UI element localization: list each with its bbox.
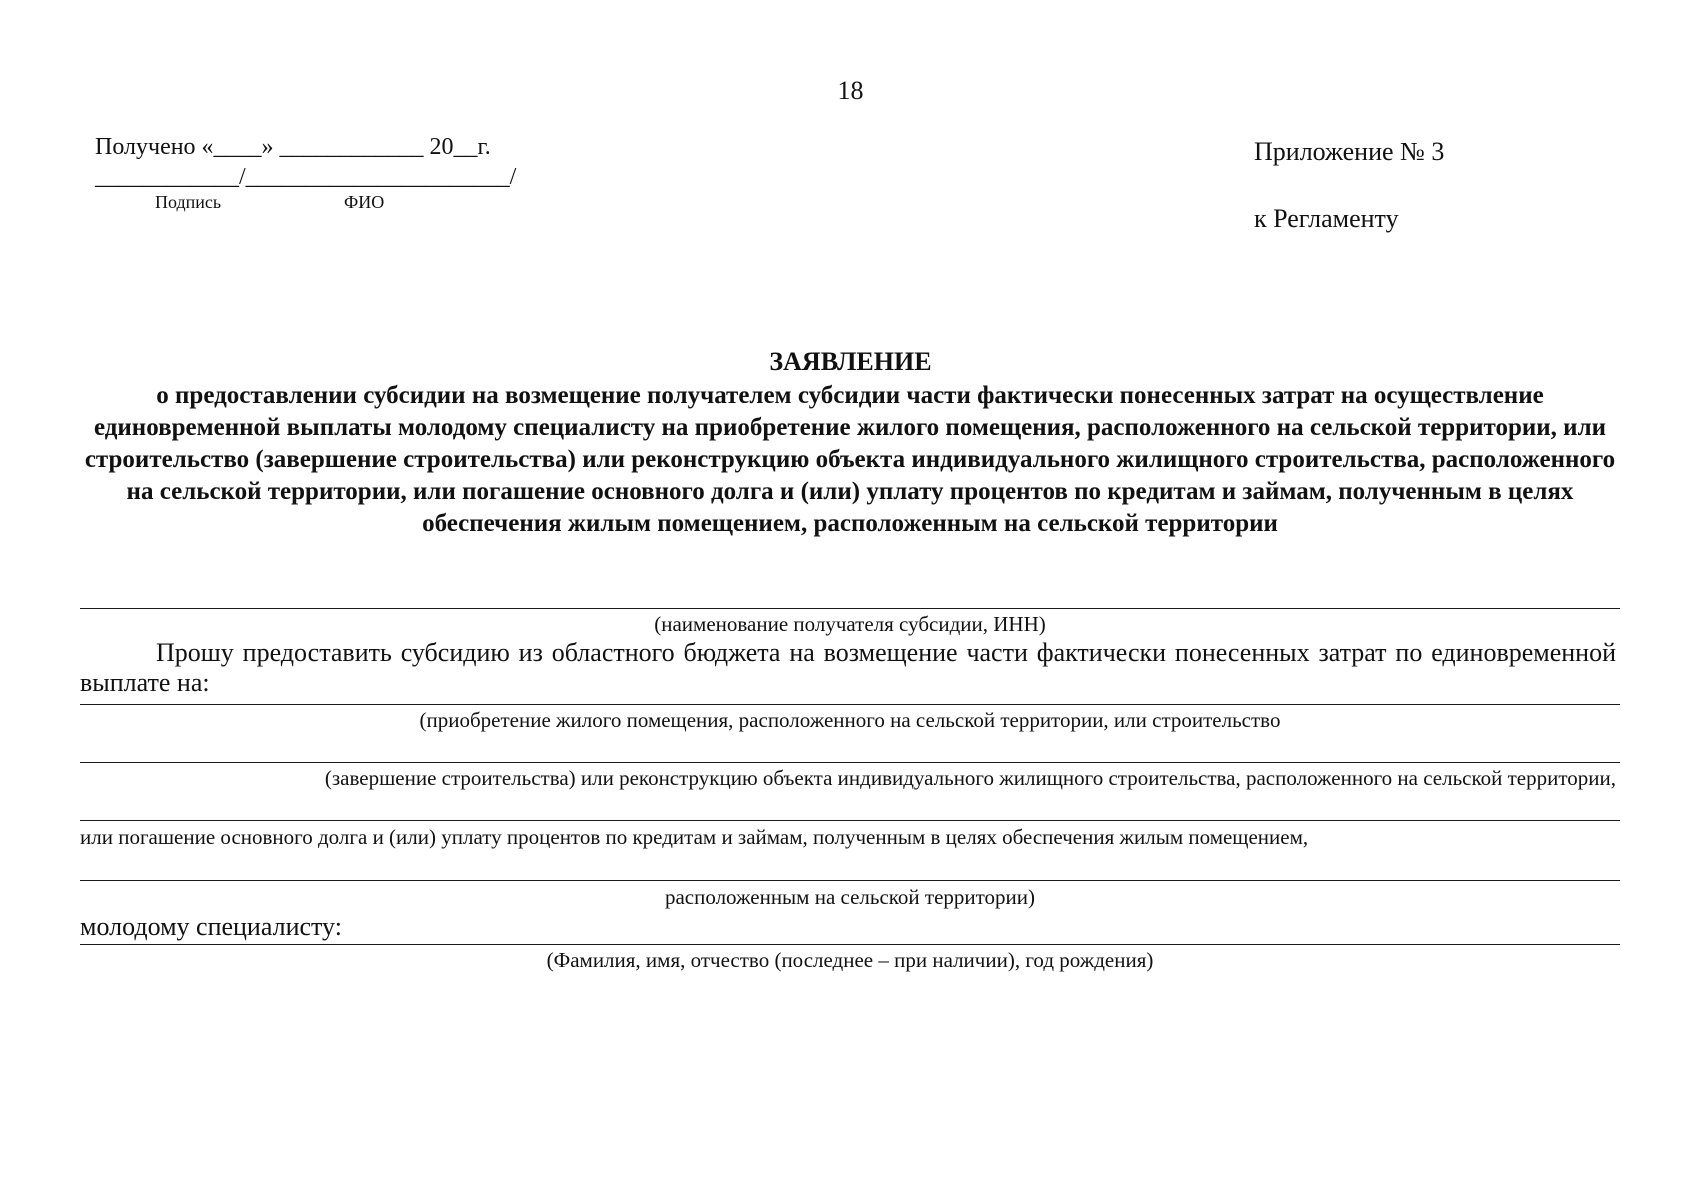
name-caption: ФИО <box>344 192 385 212</box>
signature-line: ____________/______________________/ <box>95 164 517 190</box>
request-paragraph: Прошу предоставить субсидию из областного бюджета на возмещение части фактически понесенных затрат по единовременной выплате на: <box>80 638 1616 697</box>
recipient-field-line[interactable] <box>80 608 1620 609</box>
purpose-field-line-1[interactable] <box>80 704 1620 705</box>
signature-caption: Подпись <box>155 192 222 212</box>
document-subtitle: о предоставлении субсидии на возмещение получателем субсидии части фактически понесенных затрат на осуществление единовременной выплаты молодому специалисту на приобретение жилого помещения, расположенного на сельской территории, или строительство (завершение строительства) или реконструкцию объекта индивидуального жилищного строительства, расположенного на сельской территории, или погашение основного долга и (или) уплату процентов по кредитам и займам, полученным в целях обеспечения жилым помещением, расположенным на сельской территории <box>84 382 1616 537</box>
appendix-label: Приложение № 3 <box>1254 137 1445 166</box>
purpose-caption-3: или погашение основного долга и (или) уплату процентов по кредитам и займам, полученным в целях обеспечения жилым помещением, <box>80 825 1309 849</box>
purpose-caption-2: (завершение строительства) или реконструкцию объекта индивидуального жилищного строительства, расположенного на сельской территории, <box>324 766 1616 790</box>
recipient-caption: (наименование получателя субсидии, ИНН) <box>654 612 1046 636</box>
specialist-caption: (Фамилия, имя, отчество (последнее – при наличии), год рождения) <box>546 948 1154 972</box>
specialist-label: молодому специалисту: <box>80 912 342 941</box>
purpose-field-line-4[interactable] <box>80 880 1620 881</box>
received-date-line: Получено «____» ____________ 20__г. <box>95 134 491 160</box>
purpose-field-line-2[interactable] <box>80 762 1620 763</box>
purpose-field-line-3[interactable] <box>80 820 1620 821</box>
purpose-caption-4: расположенным на сельской территории) <box>664 885 1036 909</box>
page-number: 18 <box>837 76 864 105</box>
document-title: ЗАЯВЛЕНИЕ <box>769 347 932 376</box>
appendix-to: к Регламенту <box>1254 204 1399 233</box>
purpose-caption-1: (приобретение жилого помещения, расположенного на сельской территории, или строительство <box>419 708 1281 732</box>
specialist-field-line[interactable] <box>80 944 1620 945</box>
